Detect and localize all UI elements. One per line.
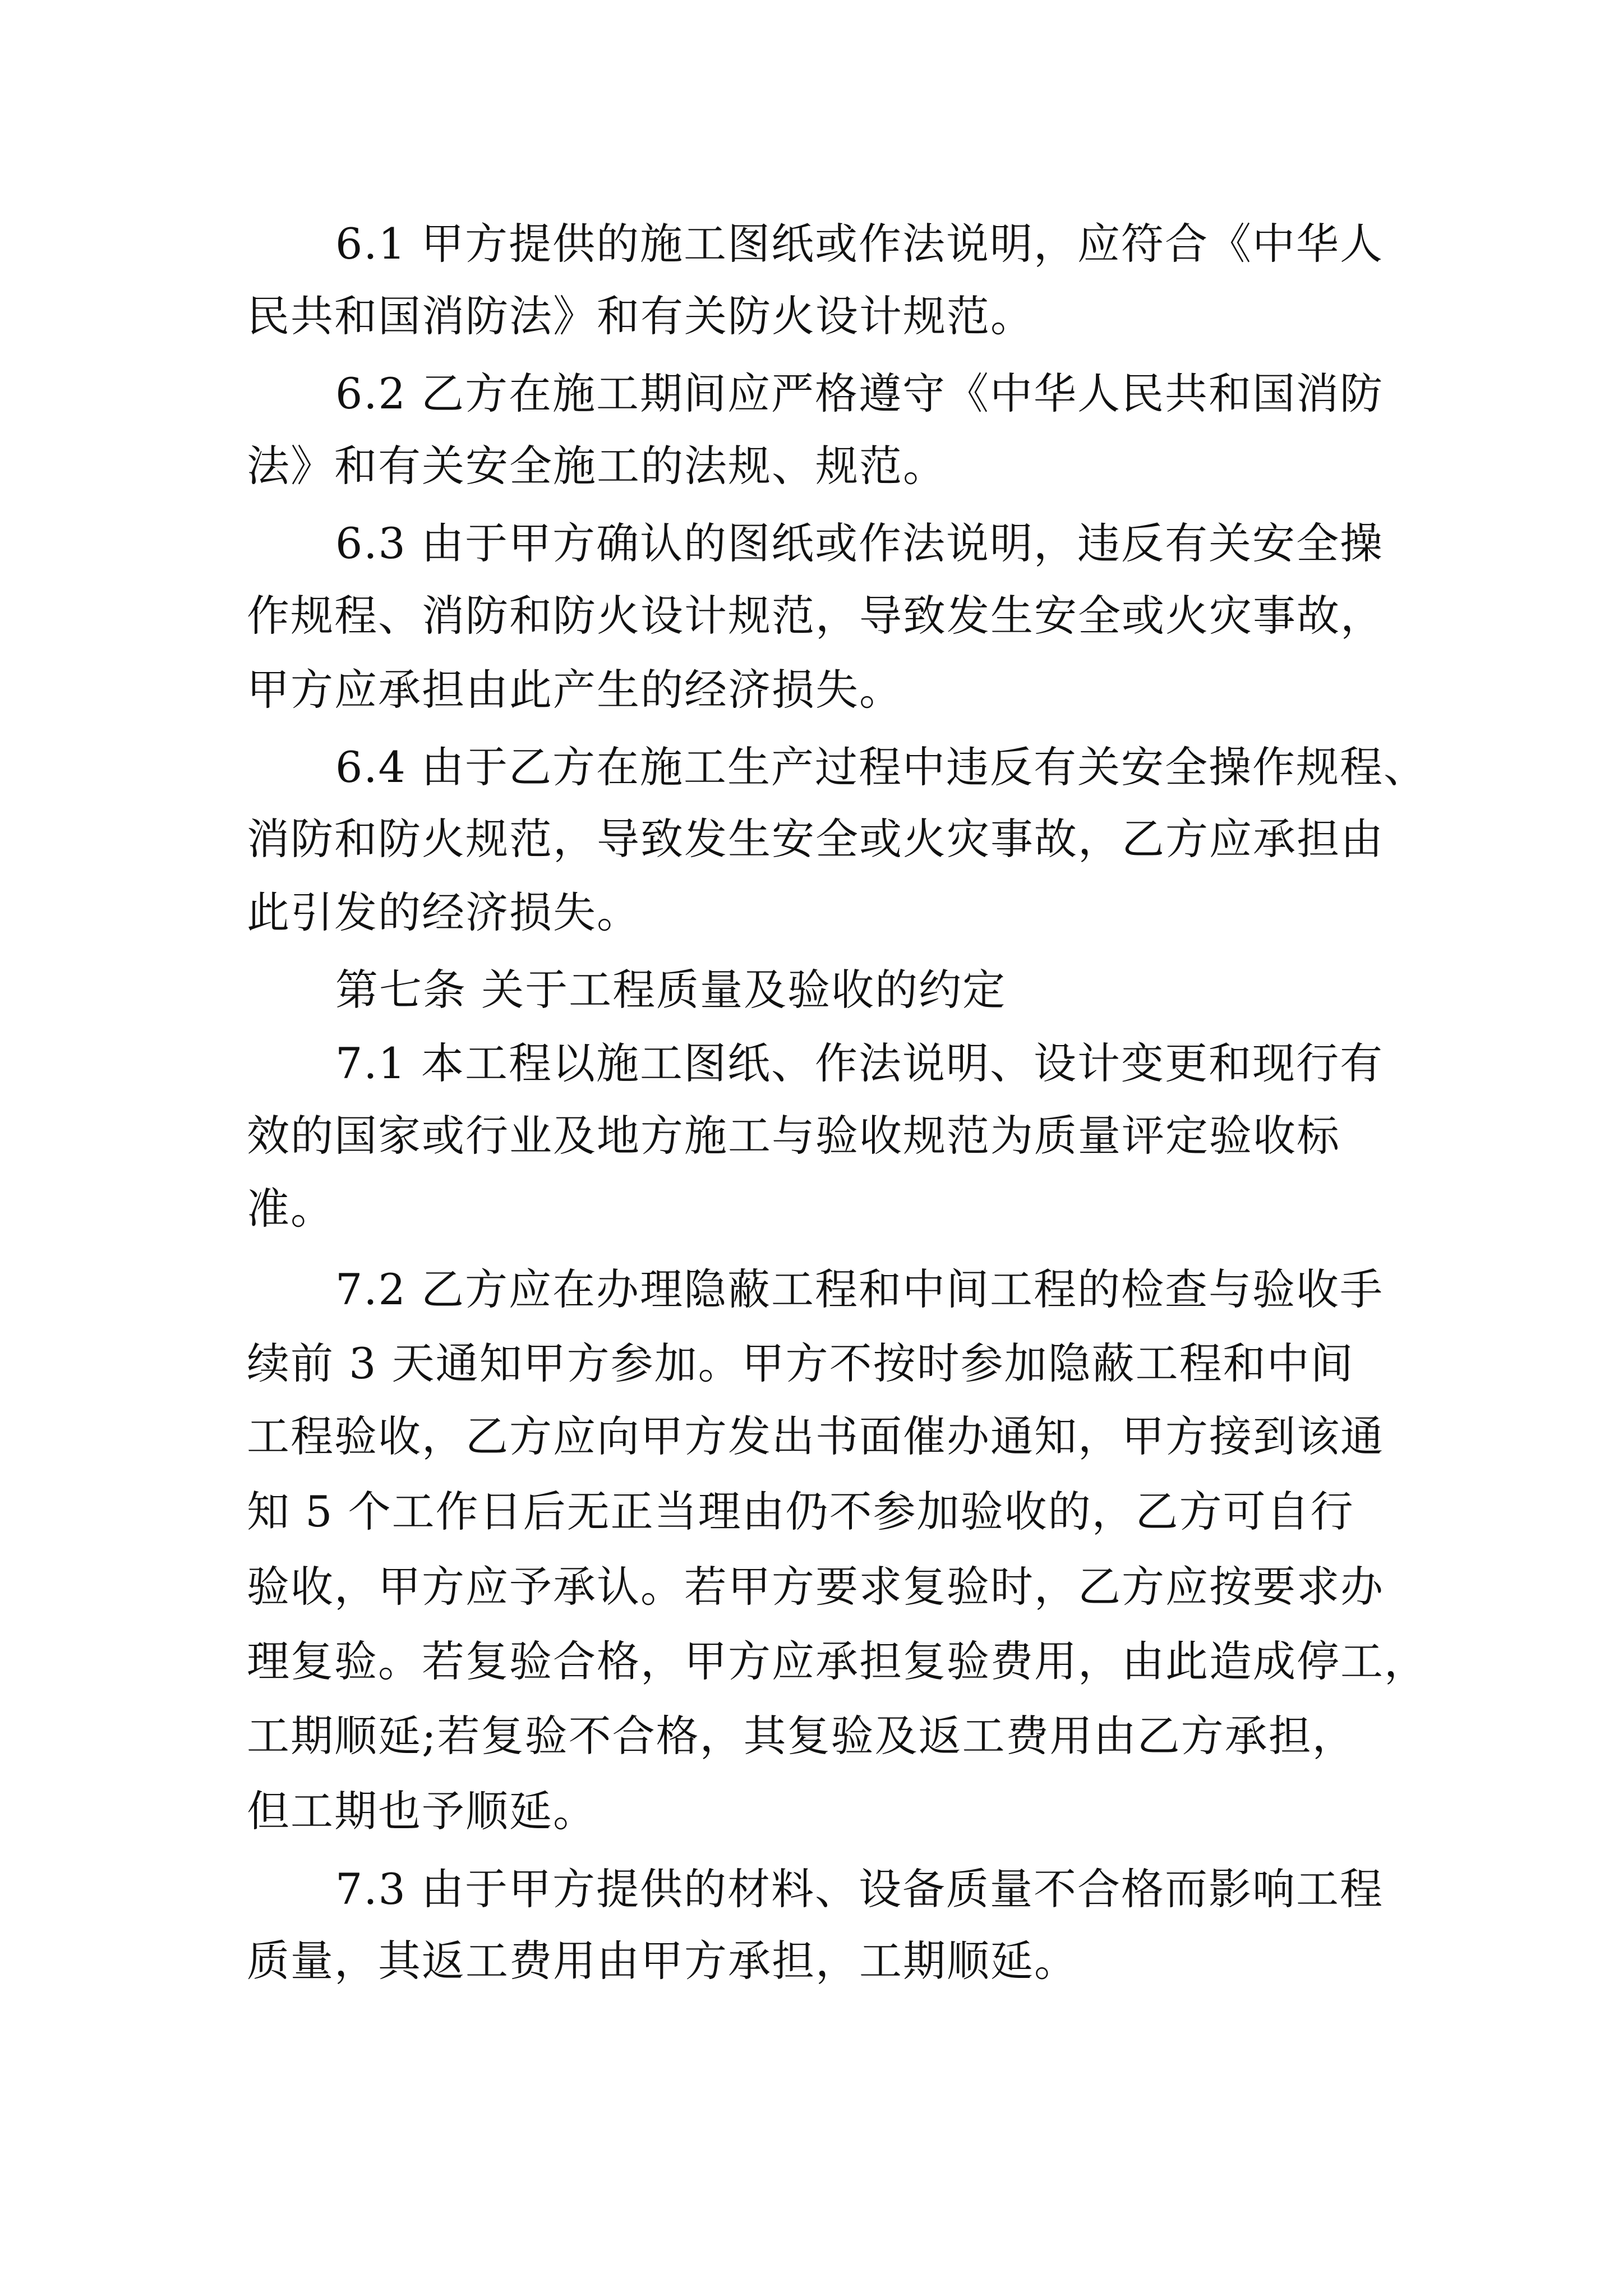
paragraph-6-4-line-1: 6.4 由于乙方在施工生产过程中违反有关安全操作规程、 [335, 742, 1428, 792]
paragraph-7-2-line-4: 知 5 个工作日后无正当理由仍不参加验收的，乙方可自行 [247, 1487, 1354, 1536]
paragraph-6-4-line-2: 消防和防火规范，导致发生安全或火灾事故，乙方应承担由 [247, 814, 1384, 864]
paragraph-7-2-line-7: 工期顺延;若复验不合格，其复验及返工费用由乙方承担， [247, 1711, 1356, 1761]
paragraph-7-2-line-6: 理复验。若复验合格，甲方应承担复验费用，由此造成停工， [247, 1636, 1428, 1686]
paragraph-7-2-line-8: 但工期也予顺延。 [247, 1786, 597, 1836]
paragraph-6-4-line-3: 此引发的经济损失。 [247, 887, 640, 937]
paragraph-7-2-line-1: 7.2 乙方应在办理隐蔽工程和中间工程的检查与验收手 [335, 1264, 1384, 1314]
paragraph-7-1-line-2: 效的国家或行业及地方施工与验收规范为质量评定验收标 [247, 1111, 1340, 1161]
paragraph-6-3-line-2: 作规程、消防和防火设计规范，导致发生安全或火灾事故， [247, 591, 1384, 641]
paragraph-7-2-line-2: 续前 3 天通知甲方参加。甲方不按时参加隐蔽工程和中间 [247, 1338, 1354, 1388]
paragraph-6-3-line-1: 6.3 由于甲方确认的图纸或作法说明，违反有关安全操 [335, 518, 1384, 568]
article-7-heading: 第七条 关于工程质量及验收的约定 [335, 965, 1007, 1015]
paragraph-7-1-line-1: 7.1 本工程以施工图纸、作法说明、设计变更和现行有 [335, 1038, 1384, 1088]
paragraph-6-2-line-2: 法》和有关安全施工的法规、规范。 [247, 441, 947, 491]
paragraph-6-2-line-1: 6.2 乙方在施工期间应严格遵守《中华人民共和国消防 [335, 369, 1384, 418]
paragraph-7-2-line-3: 工程验收，乙方应向甲方发出书面催办通知，甲方接到该通 [247, 1411, 1384, 1461]
paragraph-6-3-line-3: 甲方应承担由此产生的经济损失。 [247, 665, 903, 715]
paragraph-6-1-line-1: 6.1 甲方提供的施工图纸或作法说明，应符合《中华人 [335, 219, 1384, 269]
paragraph-6-1-line-2: 民共和国消防法》和有关防火设计规范。 [247, 291, 1034, 341]
paragraph-7-2-line-5: 验收，甲方应予承认。若甲方要求复验时，乙方应按要求办 [247, 1562, 1384, 1612]
paragraph-7-1-line-3: 准。 [247, 1184, 334, 1234]
paragraph-7-3-line-1: 7.3 由于甲方提供的材料、设备质量不合格而影响工程 [335, 1864, 1384, 1914]
paragraph-7-3-line-2: 质量，其返工费用由甲方承担，工期顺延。 [247, 1936, 1078, 1986]
